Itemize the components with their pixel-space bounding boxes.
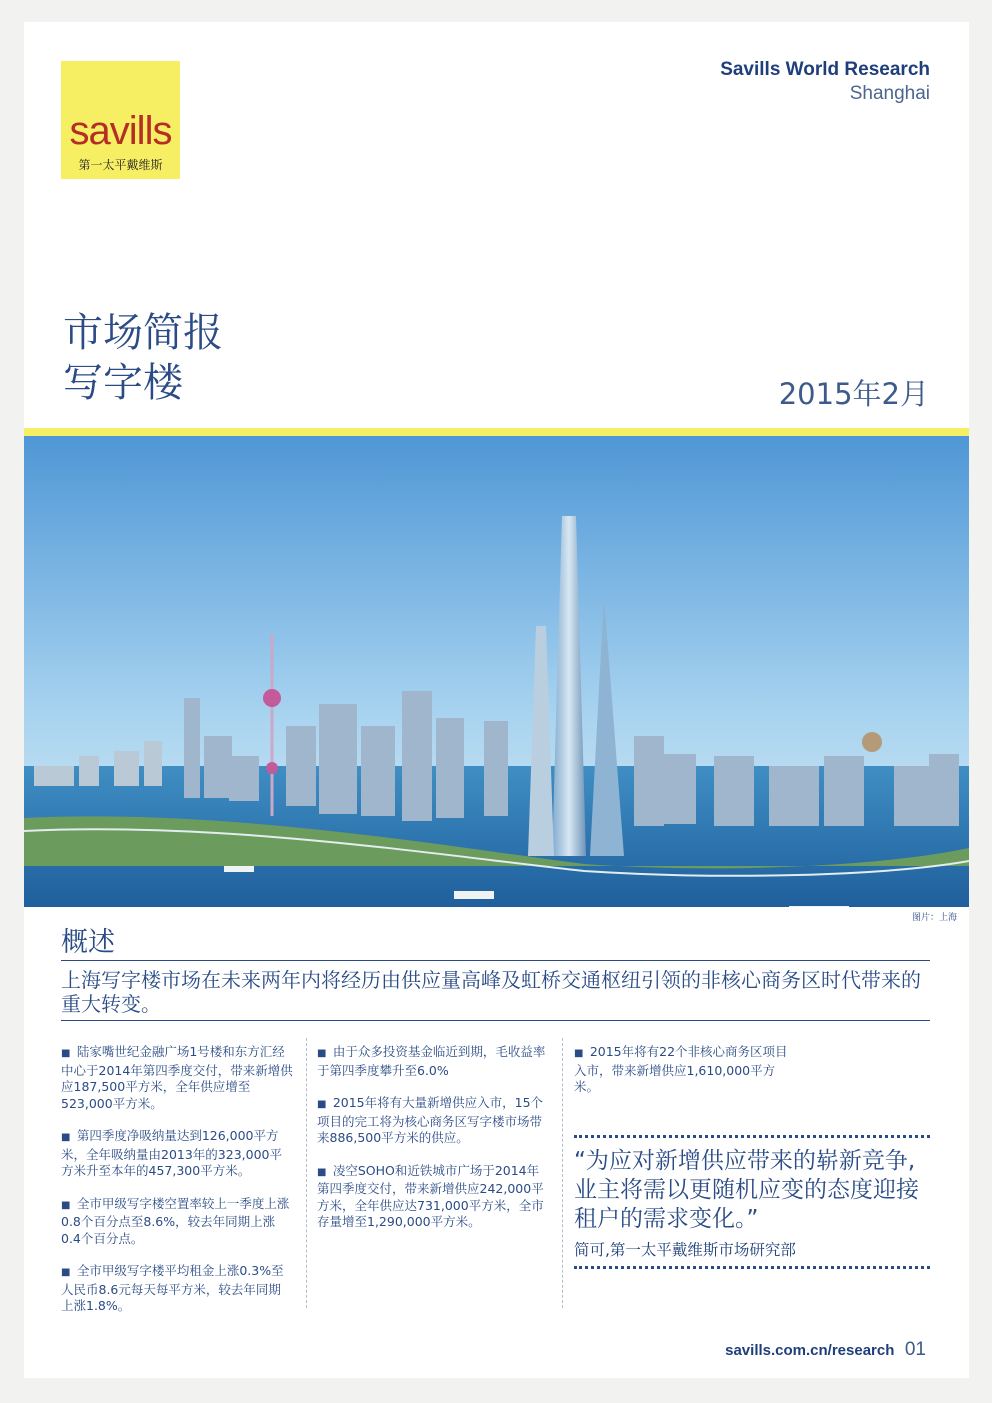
overview-heading: 概述	[61, 927, 115, 958]
bullet-item: ■ 陆家嘴世纪金融广场1号楼和东方汇经中心于2014年第四季度交付，带来新增供应187,500平方米，全年供应增至523,000平方米。	[61, 1044, 293, 1112]
quote-text: “为应对新增供应带来的崭新竞争, 业主将需以更随机应变的态度迎接租户的需求变化。”	[574, 1148, 919, 1232]
bullet-column-1	[61, 1044, 293, 1331]
column-divider	[306, 1038, 307, 1308]
savills-logo[interactable]	[61, 61, 180, 179]
pull-quote	[574, 1135, 930, 1269]
bullet-item: ■ 全市甲级写字楼空置率较上一季度上涨0.8个百分点至8.6%，较去年同期上涨0.4个百分点。	[61, 1196, 293, 1248]
logo-wordmark: savills	[69, 109, 172, 153]
bullet-column-3	[574, 1044, 799, 1112]
yellow-divider-bar	[24, 428, 969, 436]
overview-lead: 上海写字楼市场在未来两年内将经历由供应量高峰及虹桥交通枢纽引领的非核心商务区时代带来的重大转变。	[61, 968, 921, 1016]
overview-top-rule	[61, 960, 930, 961]
bullet-item: ■ 全市甲级写字楼平均租金上涨0.3%至人民币8.6元每天每平方米，较去年同期上涨1.8%。	[61, 1263, 293, 1315]
bullet-column-2	[317, 1044, 547, 1247]
bullet-item: ■ 凌空SOHO和近铁城市广场于2014年第四季度交付，带来新增供应242,000平方米，全年供应达731,000平方米，全市存量增至1,290,000平方米。	[317, 1163, 547, 1231]
overview-bottom-rule	[61, 1020, 930, 1021]
quote-attribution: 简可,第一太平戴维斯市场研究部	[574, 1241, 796, 1259]
page-title	[63, 308, 223, 408]
bullet-item: ■ 由于众多投资基金临近到期，毛收益率于第四季度攀升至6.0%	[317, 1044, 547, 1079]
bullet-item: ■ 第四季度净吸纳量达到126,000平方米，全年吸纳量由2013年的323,000平方米升至本年的457,300平方米。	[61, 1128, 293, 1180]
page-footer	[725, 1339, 926, 1361]
research-url-link[interactable]: savills.com.cn/research	[725, 1342, 895, 1359]
bullet-item: ■ 2015年将有22个非核心商务区项目入市，带来新增供应1,610,000平方米。	[574, 1044, 799, 1096]
brand-city: Shanghai	[849, 83, 930, 104]
bullet-item: ■ 2015年将有大量新增供应入市，15个项目的完工将为核心商务区写字楼市场带来886,500平方米的供应。	[317, 1095, 547, 1147]
column-divider	[562, 1038, 563, 1308]
title-line-2: 写字楼	[63, 360, 183, 406]
brand-title: Savills World Research	[720, 59, 930, 80]
skyline-photo	[24, 436, 969, 907]
report-date: 2015年2月	[778, 377, 929, 411]
logo-chinese-name: 第一太平戴维斯	[78, 158, 163, 172]
photo-credit: 图片：上海	[911, 913, 957, 923]
page	[24, 22, 969, 1378]
page-number: 01	[904, 1339, 926, 1360]
brand-header	[720, 58, 930, 106]
title-line-1: 市场简报	[63, 310, 223, 356]
